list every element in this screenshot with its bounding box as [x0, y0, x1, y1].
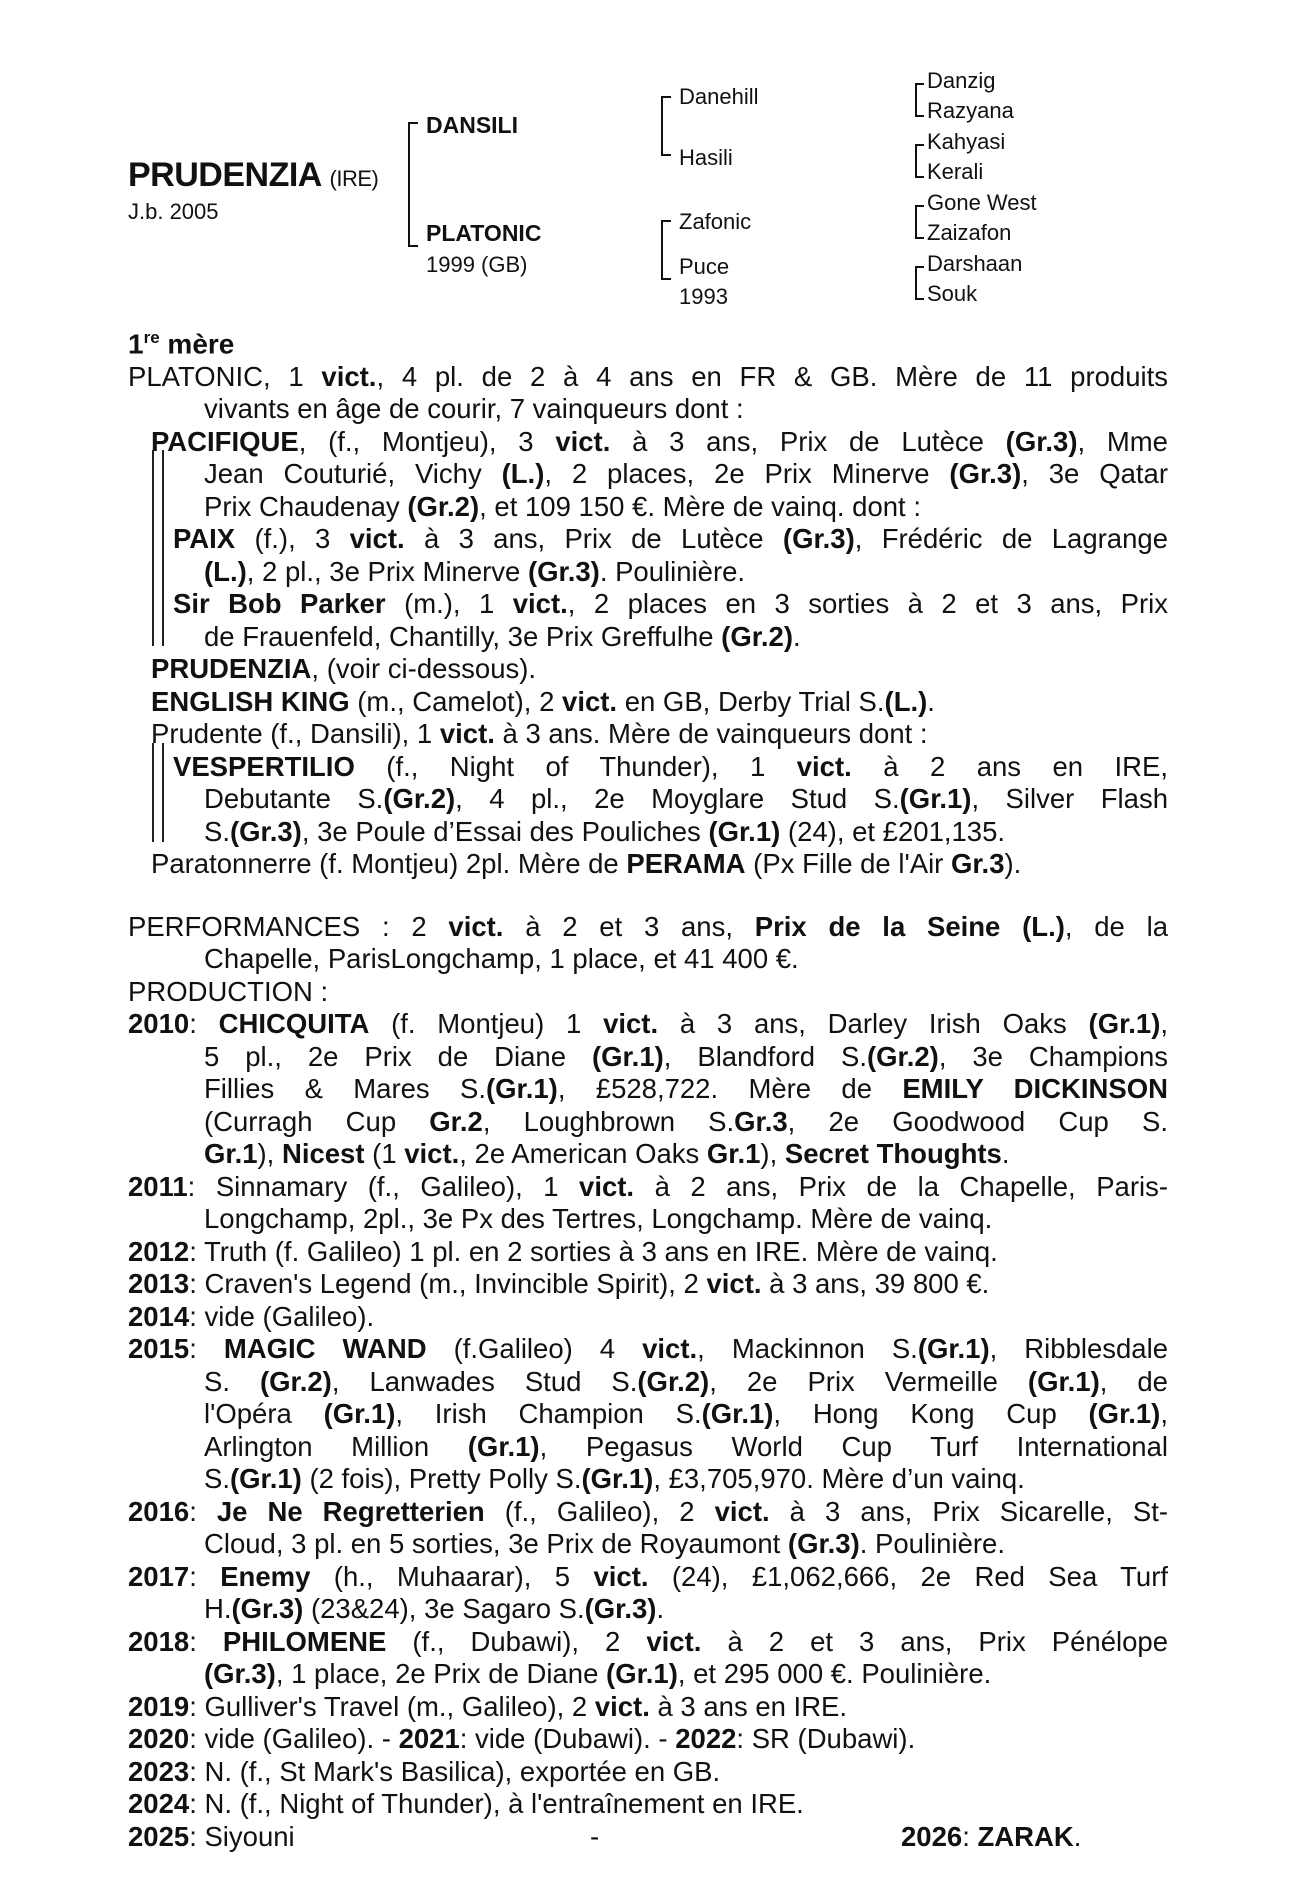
- bold-text: (Gr.2): [259, 1365, 332, 1397]
- text: (f. Montjeu) 1: [369, 1008, 604, 1040]
- production-2013: [128, 1268, 1168, 1301]
- production-2014: [128, 1301, 1168, 1334]
- heading-text: 1: [128, 328, 144, 360]
- bold-text: ENGLISH KING: [151, 685, 350, 717]
- bold-text: CHICQUITA: [218, 1008, 370, 1040]
- production-2019: [128, 1691, 1168, 1724]
- bold-text: Secret Thoughts: [784, 1138, 1002, 1170]
- text: l'Opéra: [204, 1398, 324, 1430]
- bold-text: PAIX: [173, 523, 236, 555]
- production-2012: [128, 1236, 1168, 1269]
- year: 2016: [128, 1495, 190, 1527]
- bold-text: (Gr.1): [1027, 1365, 1100, 1397]
- gen3-name: Razyana: [927, 98, 1014, 123]
- produce-sir-bob-parker: [128, 621, 1168, 654]
- text: , Lanwades Stud S.: [331, 1365, 638, 1397]
- text: S.: [204, 815, 230, 847]
- text: (Curragh Cup: [204, 1105, 430, 1137]
- bold-text: (Gr.1): [606, 1658, 678, 1690]
- text: (2 fois), Pretty Polly S.: [301, 1463, 582, 1495]
- bracket-gen2-dam: [661, 220, 671, 280]
- text: , 3e Qatar: [1021, 458, 1168, 490]
- text: à 2 ans en IRE,: [851, 750, 1169, 782]
- text: (f.Galileo) 4: [426, 1333, 643, 1365]
- dam-sire: Zafonic: [679, 209, 752, 234]
- production-2024: [128, 1788, 1168, 1821]
- text: (f.), 3: [235, 523, 350, 555]
- year: 2020: [128, 1723, 190, 1755]
- text: Debutante S.: [204, 783, 384, 815]
- bold-text: vict.: [448, 910, 504, 942]
- text: , et 109 150 €. Mère de vainq. dont :: [479, 490, 921, 522]
- bracket-gen3-4: [915, 266, 924, 300]
- bold-text: (Gr.1): [899, 783, 972, 815]
- text: 5 pl., 2e Prix de Diane: [204, 1040, 592, 1072]
- bold-text: (Gr.3): [584, 1593, 657, 1625]
- bold-text: vict.: [512, 588, 568, 620]
- production-2010: [128, 1138, 1168, 1171]
- year: 2010: [128, 1008, 190, 1040]
- text: ),: [257, 1138, 282, 1170]
- text: .: [1001, 1138, 1010, 1170]
- bold-text: (Gr.1): [917, 1333, 990, 1365]
- bold-text: vict.: [555, 425, 611, 457]
- bold-text: vict.: [646, 1625, 702, 1657]
- sire-sire: Danehill: [679, 84, 759, 109]
- year: 2013: [128, 1268, 190, 1300]
- text: , de la: [1064, 910, 1169, 942]
- year: 2026: [901, 1820, 963, 1852]
- bold-text: (Gr.1): [708, 815, 781, 847]
- production-heading: PRODUCTION :: [128, 975, 329, 1007]
- text: ,: [1160, 1008, 1168, 1040]
- bold-text: vict.: [593, 1560, 649, 1592]
- text: à 2 ans, Prix de la Chapelle, Paris-: [634, 1170, 1169, 1202]
- text: à 3 ans, Prix de Lutèce: [610, 425, 1006, 457]
- bold-text: VESPERTILIO: [173, 750, 355, 782]
- bracket-gen3-1: [915, 83, 924, 117]
- gen3-name: Zaizafon: [927, 220, 1012, 245]
- year: 2017: [128, 1560, 190, 1592]
- text: PLATONIC, 1: [128, 360, 322, 392]
- bold-text: (L.): [204, 555, 247, 587]
- text: : Siyouni: [189, 1820, 295, 1852]
- text: , Loughbrown S.: [482, 1105, 735, 1137]
- production-2015: [128, 1463, 1168, 1496]
- production-2016: [128, 1528, 1168, 1561]
- text: à 3 ans, Prix de Lutèce: [404, 523, 783, 555]
- bold-text: Gr.1: [204, 1138, 258, 1170]
- text: (24), £1,062,666, 2e Red Sea Turf: [648, 1560, 1168, 1592]
- production-2015: [128, 1333, 1168, 1366]
- text: , et 295 000 €. Poulinière.: [677, 1658, 992, 1690]
- gen3-name: Gone West: [927, 190, 1037, 215]
- text: , £528,722. Mère de: [557, 1073, 903, 1105]
- bold-text: Je Ne Regretterien: [216, 1495, 485, 1527]
- produce-vespertilio: [128, 783, 1168, 816]
- bold-text: (Gr.2): [866, 1040, 939, 1072]
- bold-text: (Gr.3): [229, 815, 302, 847]
- bracket-gen1: [408, 122, 418, 247]
- text: , Blandford S.: [663, 1040, 867, 1072]
- year: 2019: [128, 1690, 190, 1722]
- text: Jean Couturié, Vichy: [204, 458, 502, 490]
- production-2018: [128, 1658, 1168, 1691]
- bracket-gen2-sire: [661, 96, 671, 156]
- bold-text: (L.): [501, 458, 545, 490]
- produce-paix: [128, 556, 1168, 589]
- text: S.: [204, 1365, 260, 1397]
- text: Paratonnerre (f. Montjeu) 2pl. Mère de: [151, 848, 627, 880]
- text: à 3 ans en IRE.: [649, 1690, 848, 1722]
- bold-text: vict.: [562, 685, 618, 717]
- text: ,: [1160, 1398, 1168, 1430]
- produce-pacifique: [128, 491, 1168, 524]
- text: , Ribblesdale: [989, 1333, 1169, 1365]
- text: en GB, Derby Trial S.: [617, 685, 885, 717]
- text: (h., Muhaarar), 5: [310, 1560, 594, 1592]
- text: : vide (Dubawi). -: [459, 1723, 676, 1755]
- text: :: [962, 1820, 978, 1852]
- bold-text: vict.: [714, 1495, 770, 1527]
- text: Prudente (f., Dansili), 1: [151, 718, 440, 750]
- production-2015: [128, 1366, 1168, 1399]
- production-2023: [128, 1756, 1168, 1789]
- bold-text: (Gr.3): [527, 555, 600, 587]
- horse-name: [128, 156, 378, 195]
- bold-text: ZARAK: [977, 1820, 1074, 1852]
- bold-text: (Gr.2): [637, 1365, 710, 1397]
- text: , £3,705,970. Mère d’un vainq.: [653, 1463, 1025, 1495]
- text: .: [927, 685, 935, 717]
- spacer: [128, 881, 1168, 911]
- bold-text: Gr.1: [706, 1138, 761, 1170]
- text: Fillies & Mares S.: [204, 1073, 486, 1105]
- produce-paratonnerre: [128, 848, 1168, 881]
- gen3-name: Danzig: [927, 68, 996, 93]
- text: (m., Camelot), 2: [349, 685, 563, 717]
- text: : vide (Galileo).: [189, 1300, 375, 1332]
- text: :: [189, 1625, 223, 1657]
- separator: -: [590, 1820, 600, 1852]
- text: (m.), 1: [385, 588, 513, 620]
- text: de Frauenfeld, Chantilly, 3e Prix Greffulhe: [204, 620, 722, 652]
- produce-english-king: [128, 686, 1168, 719]
- text: .: [656, 1593, 665, 1625]
- production-2026: [901, 1821, 1081, 1854]
- gen3-name: Souk: [927, 281, 978, 306]
- bold-text: (Gr.1): [467, 1430, 540, 1462]
- text: H.: [204, 1593, 232, 1625]
- bold-text: (Gr.1): [701, 1398, 774, 1430]
- bold-text: (Gr.3): [787, 1528, 860, 1560]
- text: , 2e Goodwood Cup S.: [787, 1105, 1168, 1137]
- gen3-name: Darshaan: [927, 251, 1023, 276]
- production-2010: [128, 1008, 1168, 1041]
- dam-dam: Puce: [679, 254, 730, 279]
- text: (f., Night of Thunder), 1: [354, 750, 797, 782]
- produce-prudenzia: [128, 653, 1168, 686]
- bold-text: (L.): [1022, 910, 1065, 942]
- year: 2014: [128, 1300, 190, 1332]
- performances-line: Chapelle, ParisLongchamp, 1 place, et 41 400 €.: [204, 943, 799, 975]
- text: : Craven's Legend (m., Invincible Spirit), 2: [189, 1268, 707, 1300]
- bold-text: (Gr.3): [231, 1593, 304, 1625]
- bold-text: (Gr.3): [949, 458, 1022, 490]
- text: , Mackinnon S.: [697, 1333, 918, 1365]
- text: Prix Chaudenay: [204, 490, 408, 522]
- year: 2025: [128, 1820, 190, 1852]
- text: , de: [1099, 1365, 1168, 1397]
- production-2018: [128, 1626, 1168, 1659]
- production-2010: [128, 1106, 1168, 1139]
- bold-text: vict.: [642, 1333, 698, 1365]
- text: : N. (f., St Mark's Basilica), exportée en GB.: [189, 1755, 721, 1787]
- produce-vespertilio: [128, 751, 1168, 784]
- text: Cloud, 3 pl. en 5 sorties, 3e Prix de Royaumont: [204, 1528, 788, 1560]
- production-2010: [128, 1073, 1168, 1106]
- text: Arlington Million: [204, 1430, 468, 1462]
- text: (24), et £201,135.: [780, 815, 1006, 847]
- horse-birth: J.b. 2005: [128, 199, 219, 224]
- horse-origin: (IRE): [329, 166, 379, 191]
- heading-text: mère: [159, 328, 235, 360]
- bold-text: (Gr.1): [323, 1398, 396, 1430]
- gen3-name: Kahyasi: [927, 129, 1006, 154]
- bold-text: (Gr.3): [1005, 425, 1078, 457]
- bold-text: PERAMA: [626, 848, 746, 880]
- bracket-gen3-3: [915, 205, 924, 239]
- produce-vespertilio: [128, 816, 1168, 849]
- production-2025-2026: [128, 1821, 1168, 1854]
- year: 2021: [398, 1723, 460, 1755]
- sire: DANSILI: [426, 112, 518, 138]
- text: S.: [204, 1463, 230, 1495]
- bold-text: (Gr.3): [204, 1658, 276, 1690]
- bold-text: Nicest: [281, 1138, 365, 1170]
- text: à 2 et 3 ans, Prix Pénélope: [701, 1625, 1169, 1657]
- year: 2024: [128, 1788, 190, 1820]
- catalogue-text: [128, 322, 1168, 1853]
- bold-text: (Gr.3): [782, 523, 855, 555]
- text: (f., Galileo), 2: [484, 1495, 715, 1527]
- produce-paix: [128, 523, 1168, 556]
- text: à 3 ans, Prix Sicarelle, St-: [769, 1495, 1169, 1527]
- bold-text: (Gr.2): [383, 783, 456, 815]
- text: à 2 et 3 ans,: [503, 910, 755, 942]
- production-2010: [128, 1041, 1168, 1074]
- year: 2018: [128, 1625, 190, 1657]
- produce-sir-bob-parker: [128, 588, 1168, 621]
- bold-text: vict.: [579, 1170, 635, 1202]
- bold-text: vict.: [349, 523, 405, 555]
- bold-text: (Gr.2): [721, 620, 793, 652]
- text: à 3 ans, Darley Irish Oaks: [658, 1008, 1089, 1040]
- production-2017: [128, 1593, 1168, 1626]
- text: , 4 pl., 2e Moyglare Stud S.: [455, 783, 900, 815]
- production-2011: Longchamp, 2pl., 3e Px des Tertres, Longchamp. Mère de vainq.: [204, 1203, 993, 1235]
- production-2020-2022: [128, 1723, 1168, 1756]
- produce-pacifique: [128, 458, 1168, 491]
- performances-line: [128, 911, 1168, 944]
- text: : Truth (f. Galileo) 1 pl. en 2 sorties à 3 ans en IRE. Mère de vainq.: [189, 1235, 998, 1267]
- section-heading-first-dam: [128, 322, 1168, 361]
- bold-text: PACIFIQUE: [151, 425, 299, 457]
- bold-text: Prix de la Seine: [754, 910, 1023, 942]
- bold-text: vict.: [603, 1008, 659, 1040]
- bold-text: vict.: [594, 1690, 650, 1722]
- text: , Frédéric de Lagrange: [854, 523, 1168, 555]
- text: , 2 places en 3 sorties à 2 et 3 ans, Prix: [567, 588, 1168, 620]
- text: (23&24), 3e Sagaro S.: [303, 1593, 585, 1625]
- text: , 1 place, 2e Prix de Diane: [275, 1658, 607, 1690]
- dam-summary-line: [128, 361, 1168, 394]
- text: PERFORMANCES : 2: [128, 910, 449, 942]
- bold-text: (Gr.1): [1088, 1398, 1161, 1430]
- bold-text: (Gr.1): [581, 1463, 654, 1495]
- bold-text: (Gr.1): [591, 1040, 664, 1072]
- text: (Px Fille de l'Air: [745, 848, 951, 880]
- text: : Sinnamary (f., Galileo), 1: [187, 1170, 580, 1202]
- bold-text: vict.: [321, 360, 377, 392]
- text: , Hong Kong Cup: [773, 1398, 1089, 1430]
- produce-pacifique: [128, 426, 1168, 459]
- text: , 4 pl. de 2 à 4 ans en FR & GB. Mère de 11 produits: [376, 360, 1168, 392]
- production-2015: [128, 1398, 1168, 1431]
- text: à 3 ans. Mère de vainqueurs dont :: [494, 718, 928, 750]
- text: ).: [1004, 848, 1022, 880]
- year: 2022: [675, 1723, 737, 1755]
- text: (1: [364, 1138, 405, 1170]
- dam: PLATONIC: [426, 220, 542, 246]
- sire-dam: Hasili: [679, 145, 733, 170]
- bracket-gen3-2: [915, 144, 924, 178]
- dam-dam-year: 1993: [679, 284, 728, 309]
- text: :: [189, 1560, 221, 1592]
- text: , 3e Poule d’Essai des Pouliches: [301, 815, 709, 847]
- bold-text: (L.): [884, 685, 928, 717]
- text: : N. (f., Night of Thunder), à l'entraînement en IRE.: [189, 1788, 804, 1820]
- text: , 2e Prix Vermeille: [709, 1365, 1028, 1397]
- text: , 2e American Oaks: [459, 1138, 707, 1170]
- bold-text: EMILY DICKINSON: [902, 1073, 1168, 1105]
- bold-text: Gr.3: [734, 1105, 788, 1137]
- dam-birth: 1999 (GB): [426, 252, 528, 277]
- bold-text: vict.: [796, 750, 852, 782]
- text: ),: [760, 1138, 785, 1170]
- bold-text: Gr.2: [429, 1105, 483, 1137]
- text: : SR (Dubawi).: [736, 1723, 916, 1755]
- dam-summary-line: vivants en âge de courir, 7 vainqueurs dont :: [204, 393, 744, 425]
- bold-text: Sir Bob Parker: [173, 588, 386, 620]
- text: , Irish Champion S.: [395, 1398, 702, 1430]
- bold-text: MAGIC WAND: [223, 1333, 427, 1365]
- text: :: [189, 1008, 219, 1040]
- horse-name-text: PRUDENZIA: [128, 156, 321, 194]
- bold-text: Gr.3: [950, 848, 1005, 880]
- bold-text: vict.: [439, 718, 495, 750]
- produce-prudente: [128, 718, 1168, 751]
- text: , (f., Montjeu), 3: [298, 425, 556, 457]
- text: : Gulliver's Travel (m., Galileo), 2: [189, 1690, 595, 1722]
- text: :: [189, 1333, 224, 1365]
- text: , (voir ci-dessous).: [311, 653, 537, 685]
- bold-text: Enemy: [220, 1560, 311, 1592]
- text: , 3e Champions: [938, 1040, 1168, 1072]
- year: 2011: [128, 1170, 188, 1202]
- text: , 2 pl., 3e Prix Minerve: [246, 555, 528, 587]
- text: .: [793, 620, 801, 652]
- bold-text: vict.: [404, 1138, 460, 1170]
- production-2015: [128, 1431, 1168, 1464]
- text: , 2 places, 2e Prix Minerve: [544, 458, 950, 490]
- bold-text: PRUDENZIA: [151, 653, 312, 685]
- year: 2012: [128, 1235, 190, 1267]
- bold-text: vict.: [706, 1268, 762, 1300]
- production-2017: [128, 1561, 1168, 1594]
- bold-text: (Gr.2): [407, 490, 480, 522]
- text: , Mme: [1077, 425, 1168, 457]
- text: , Pegasus World Cup Turf International: [539, 1430, 1168, 1462]
- heading-sup: re: [143, 328, 160, 347]
- text: , Silver Flash: [971, 783, 1168, 815]
- text: :: [189, 1495, 217, 1527]
- text: : vide (Galileo). -: [189, 1723, 399, 1755]
- production-2011: [128, 1171, 1168, 1204]
- production-2016: [128, 1496, 1168, 1529]
- bold-text: (Gr.1): [485, 1073, 558, 1105]
- bold-text: PHILOMENE: [222, 1625, 387, 1657]
- text: . Poulinière.: [599, 555, 746, 587]
- gen3-name: Kerali: [927, 159, 984, 184]
- year: 2023: [128, 1755, 190, 1787]
- text: (f., Dubawi), 2: [386, 1625, 647, 1657]
- text: . Poulinière.: [859, 1528, 1005, 1560]
- text: à 3 ans, 39 800 €.: [761, 1268, 990, 1300]
- year: 2015: [128, 1333, 190, 1365]
- bold-text: (Gr.1): [229, 1463, 302, 1495]
- bold-text: (Gr.1): [1088, 1008, 1161, 1040]
- text: .: [1073, 1820, 1082, 1852]
